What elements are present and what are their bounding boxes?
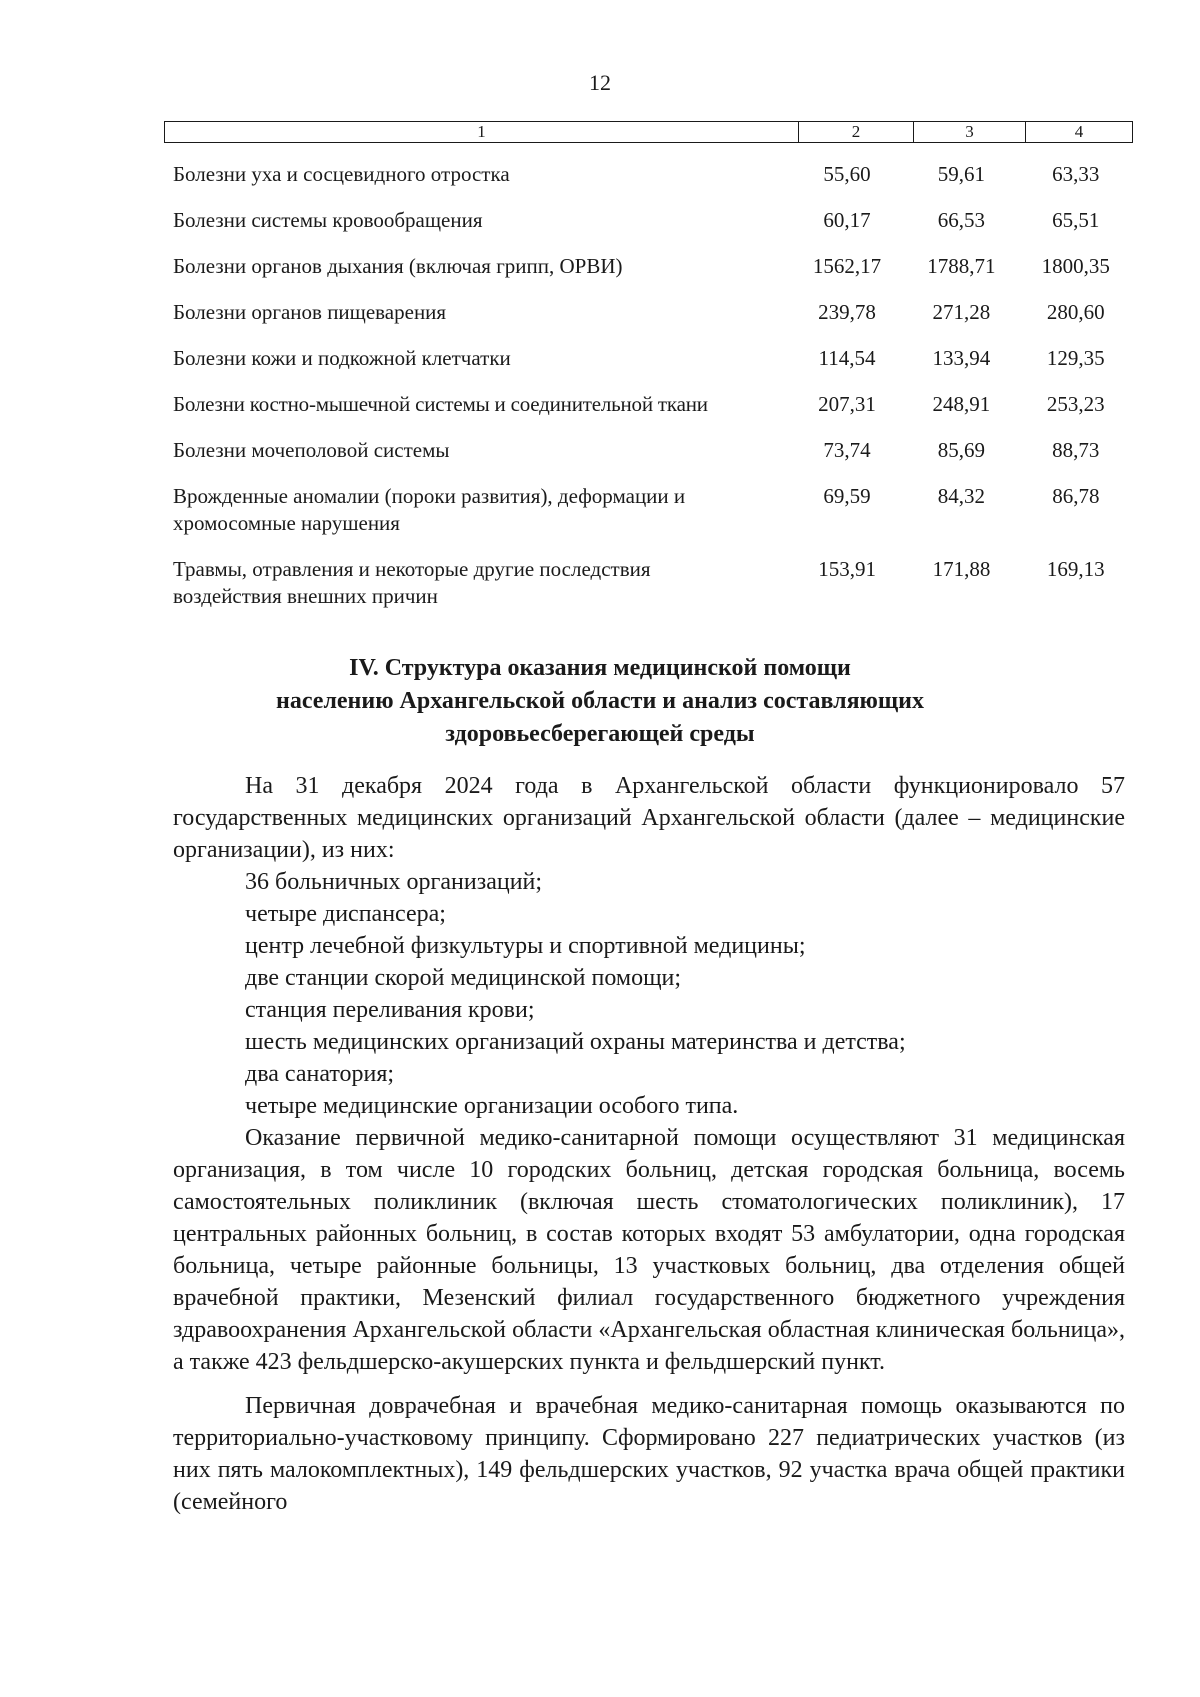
cell-value: 73,74 xyxy=(823,438,871,462)
col-header-1: 1 xyxy=(165,122,799,143)
cell-value: 171,88 xyxy=(932,557,991,581)
cell-value: 114,54 xyxy=(818,346,876,370)
cell-value: 88,73 xyxy=(1052,438,1100,462)
cell-value: 59,61 xyxy=(937,162,986,186)
heading-line: здоровьесберегающей среды xyxy=(445,721,755,747)
table-row xyxy=(173,391,1133,418)
cell-value: 85,69 xyxy=(937,438,986,462)
row-label: Болезни уха и сосцевидного отростка xyxy=(173,162,510,186)
cell-value: 271,28 xyxy=(932,300,991,324)
cell-value: 153,91 xyxy=(818,557,876,581)
row-label: Врожденные аномалии (пороки развития), деформации и хромосомные нарушения xyxy=(173,484,686,535)
cell-value: 239,78 xyxy=(818,300,876,324)
intro-paragraph: На 31 декабря 2024 года в Архангельской области функционировало 57 государственных медицинских организаций Архангельской области (далее – медицинские организации), из них: xyxy=(173,773,1125,863)
list-item: станция переливания крови; xyxy=(245,997,535,1023)
col-header-4: 4 xyxy=(1026,122,1133,143)
table-row xyxy=(173,253,1133,280)
col-header-2: 2 xyxy=(799,122,914,143)
cell-value: 133,94 xyxy=(932,346,991,370)
row-label: Болезни органов пищеварения xyxy=(173,300,447,324)
row-label: Болезни органов дыхания (включая грипп, ОРВИ) xyxy=(173,254,623,278)
table-header xyxy=(164,121,1132,143)
cell-value: 169,13 xyxy=(1046,557,1105,581)
page-number: 12 xyxy=(589,70,611,95)
row-label: Болезни системы кровообращения xyxy=(173,208,483,232)
table-body xyxy=(173,161,1133,629)
cell-value: 1562,17 xyxy=(812,254,882,278)
heading-line: населению Архангельской области и анализ составляющих xyxy=(276,688,924,714)
heading-line: IV. Структура оказания медицинской помощи xyxy=(349,655,851,681)
table-row xyxy=(173,207,1133,234)
row-label: Болезни кожи и подкожной клетчатки xyxy=(173,346,511,370)
list-item: центр лечебной физкультуры и спортивной медицины; xyxy=(245,933,806,959)
cell-value: 63,33 xyxy=(1052,162,1100,186)
paragraph: Оказание первичной медико-санитарной помощи осуществляют 31 медицинская организация, в том числе 10 городских больниц, детская городская больница, восемь самостоятельных поликлиник (включая шесть стоматологических поликлиник), 17 центральных районных больниц, в состав которых входят 53 амбулатории, одна городская больница, четыре районные больницы, 13 участковых больниц, два отделения общей врачебной практики, Мезенский филиал государственного бюджетного учреждения здравоохранения Архангельской области «Архангельская областная клиническая больница», а также 423 фельдшерско-акушерских пункта и фельдшерский пункт. xyxy=(173,1125,1125,1375)
list-item: две станции скорой медицинской помощи; xyxy=(245,965,682,991)
cell-value: 60,17 xyxy=(823,208,871,232)
list-item: четыре диспансера; xyxy=(245,901,446,927)
cell-value: 248,91 xyxy=(932,392,991,416)
table-row xyxy=(173,345,1133,372)
cell-value: 66,53 xyxy=(937,208,986,232)
cell-value: 1788,71 xyxy=(927,254,996,278)
cell-value: 129,35 xyxy=(1046,346,1105,370)
col-header-3: 3 xyxy=(914,122,1026,143)
section-body xyxy=(173,770,1125,1518)
cell-value: 86,78 xyxy=(1052,484,1100,508)
row-label: Болезни костно-мышечной системы и соединительной ткани xyxy=(173,392,708,416)
table-row xyxy=(173,161,1133,188)
cell-value: 69,59 xyxy=(823,484,871,508)
row-label: Болезни мочеполовой системы xyxy=(173,438,450,462)
list-item: шесть медицинских организаций охраны материнства и детства; xyxy=(245,1029,906,1055)
cell-value: 65,51 xyxy=(1052,208,1100,232)
row-label: Травмы, отравления и некоторые другие последствия воздействия внешних причин xyxy=(173,557,651,608)
list-item: два санатория; xyxy=(245,1061,395,1087)
table-row xyxy=(173,556,1133,610)
list-item: четыре медицинские организации особого типа. xyxy=(245,1093,739,1119)
list-item: 36 больничных организаций; xyxy=(245,869,543,895)
table-row xyxy=(173,437,1133,464)
table-row xyxy=(173,299,1133,326)
table-row xyxy=(173,483,1133,537)
cell-value: 84,32 xyxy=(937,484,986,508)
paragraph: Первичная доврачебная и врачебная медико-санитарная помощь оказываются по территориально-участковому принципу. Сформировано 227 педиатрических участков (из них пять малокомплектных), 149 фельдшерских участков, 92 участка врача общей практики (семейного xyxy=(173,1393,1125,1515)
cell-value: 55,60 xyxy=(823,162,871,186)
cell-value: 280,60 xyxy=(1046,300,1105,324)
cell-value: 207,31 xyxy=(818,392,876,416)
section-heading xyxy=(0,652,1200,751)
cell-value: 1800,35 xyxy=(1041,254,1110,278)
cell-value: 253,23 xyxy=(1046,392,1105,416)
